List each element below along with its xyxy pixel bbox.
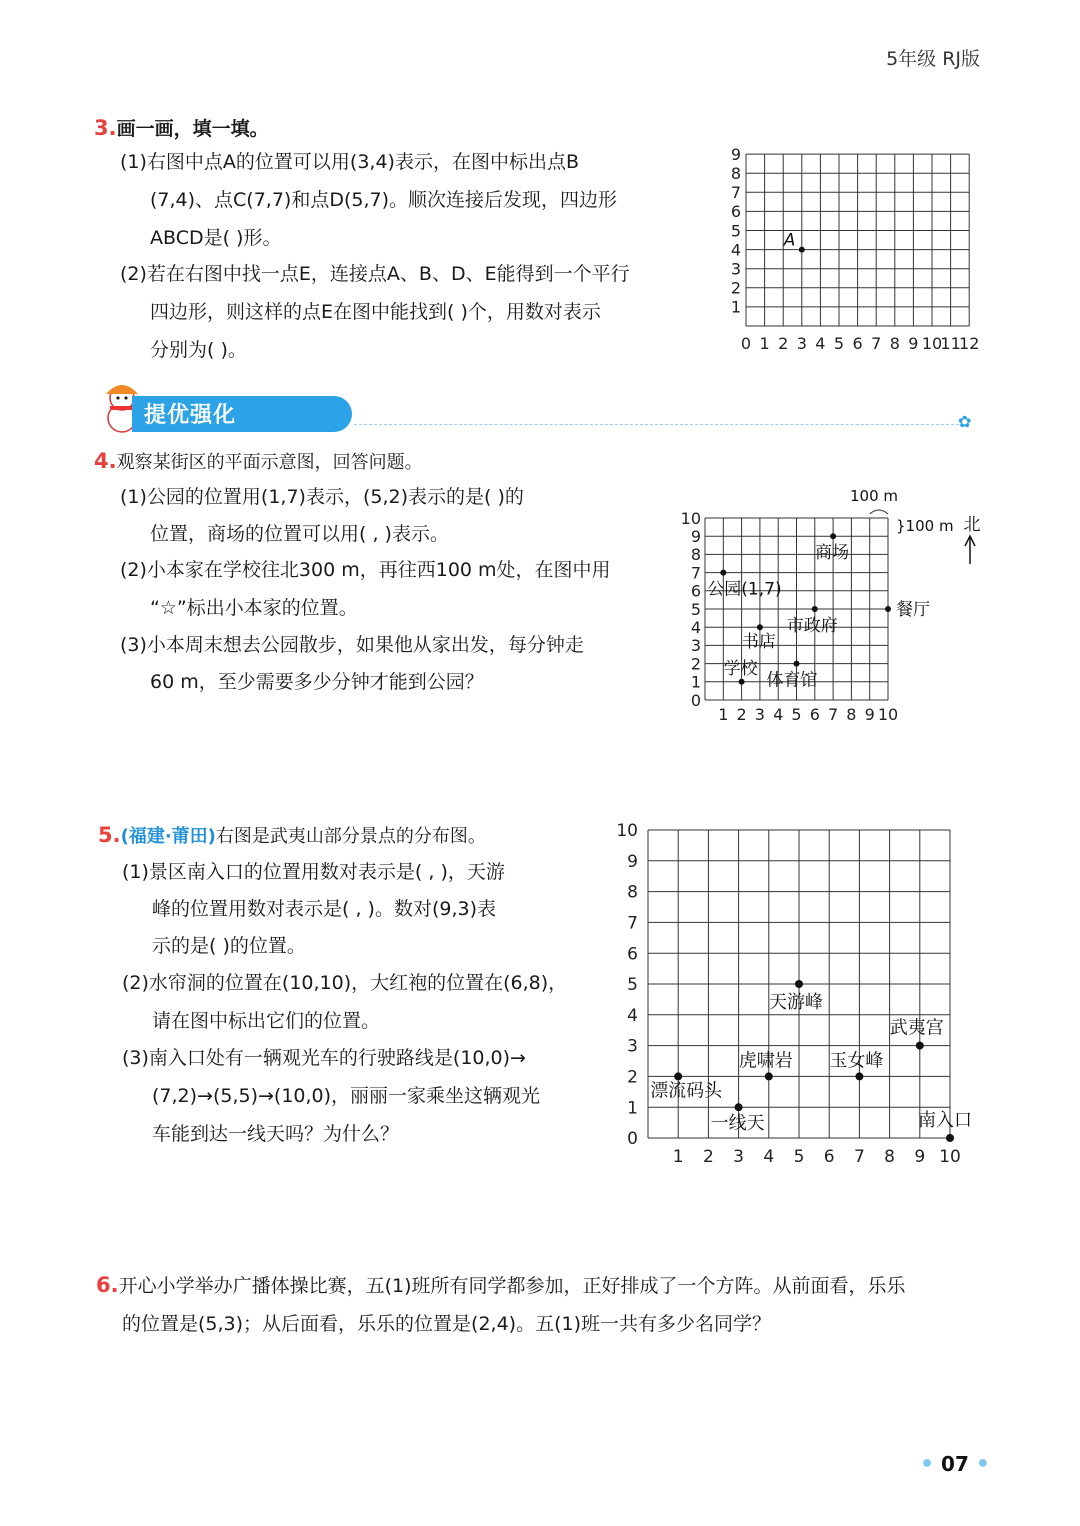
x-tick-label: 3 <box>733 1147 745 1167</box>
q5-line-4: (2)水帘洞的位置在(10,10)，大红袍的位置在(6,8)， <box>122 972 568 994</box>
point-marker <box>795 980 803 988</box>
banner-divider <box>354 424 959 425</box>
point-label: 公园(1,7) <box>707 579 782 600</box>
x-tick-label: 1 <box>718 705 729 724</box>
north-label: 北 <box>963 515 981 535</box>
point-marker <box>735 1103 743 1111</box>
point-label: 餐厅 <box>896 600 930 620</box>
q3-grid-chart <box>722 146 992 360</box>
x-tick-label: 9 <box>914 1147 926 1167</box>
point-marker <box>916 1042 924 1050</box>
x-tick-label: 8 <box>846 705 857 724</box>
q5-line-1: (1)景区南入口的位置用数对表示是( , )，天游 <box>122 861 505 883</box>
y-tick-label: 5 <box>627 975 638 996</box>
point-marker <box>739 679 745 685</box>
dot-icon: • <box>920 1452 935 1477</box>
q5-line-8: 车能到达一线天吗？为什么？ <box>152 1123 400 1145</box>
x-tick-label: 7 <box>871 334 882 353</box>
y-tick-label: 8 <box>690 545 701 565</box>
q6-number: 6. <box>96 1273 119 1297</box>
point-marker <box>720 570 726 576</box>
x-tick-label: 8 <box>884 1147 896 1167</box>
y-tick-label: 8 <box>627 882 638 903</box>
q3-title: 画一画，填一填。 <box>116 118 269 140</box>
point-label: 一线天 <box>710 1113 765 1135</box>
y-tick-label: 4 <box>690 617 701 637</box>
x-tick-label: 3 <box>754 705 765 724</box>
x-tick-label: 11 <box>940 334 961 353</box>
point-label: 书店 <box>741 632 776 653</box>
y-tick-label: 0 <box>690 690 701 710</box>
point-marker <box>794 661 800 667</box>
x-tick-label: 0 <box>740 334 752 353</box>
q5-title: 右图是武夷山部分景点的分布图。 <box>215 826 486 847</box>
x-tick-label: 6 <box>852 334 863 353</box>
q4-line-2: 位置，商场的位置可以用( , )表示。 <box>150 523 449 545</box>
x-tick-label: 5 <box>833 334 845 353</box>
y-tick-label: 10 <box>616 821 638 842</box>
point-label: 市政府 <box>786 616 838 636</box>
y-tick-label: 6 <box>627 944 638 965</box>
point-marker <box>799 247 805 253</box>
q5-line-3: 示的是( )的位置。 <box>152 935 306 957</box>
q3-line-5: 四边形，则这样的点E在图中能找到( )个，用数对表示 <box>150 301 601 323</box>
q3-line-3: ABCD是( )形。 <box>150 227 282 249</box>
x-tick-label: 10 <box>921 334 943 353</box>
scale-top-brace <box>870 510 888 514</box>
y-tick-label: 6 <box>730 202 741 222</box>
y-tick-label: 7 <box>690 563 701 583</box>
banner-title: 提优强化 <box>144 403 237 428</box>
point-label: 武夷宫 <box>889 1017 944 1039</box>
q4-line-3: (2)小本家在学校往北300 m，再往西100 m处，在图中用 <box>120 559 611 581</box>
x-tick-label: 6 <box>823 1147 835 1167</box>
q5-line-6: (3)南入口处有一辆观光车的行驶路线是(10,0)→ <box>122 1047 526 1069</box>
y-tick-label: 7 <box>730 183 741 203</box>
point-marker <box>830 533 836 539</box>
scale-side-label: }100 m <box>896 517 954 535</box>
y-tick-label: 3 <box>730 259 741 279</box>
x-tick-label: 12 <box>959 334 980 353</box>
q3-line-2: (7,4)、点C(7,7)和点D(5,7)。顺次连接后发现，四边形 <box>150 189 618 211</box>
q5-number: 5. <box>98 823 121 847</box>
y-tick-label: 9 <box>627 851 638 872</box>
y-tick-label: 3 <box>627 1036 638 1057</box>
y-tick-label: 8 <box>730 163 741 183</box>
x-tick-label: 6 <box>809 705 820 724</box>
q3-line-6: 分别为( )。 <box>150 339 247 361</box>
y-tick-label: 7 <box>627 913 638 934</box>
q3-heading <box>94 114 269 141</box>
point-marker <box>757 624 763 630</box>
x-tick-label: 9 <box>864 705 875 724</box>
y-tick-label: 5 <box>730 221 741 241</box>
x-tick-label: 1 <box>759 334 770 353</box>
y-tick-label: 1 <box>627 1098 638 1119</box>
x-tick-label: 4 <box>763 1147 775 1167</box>
flower-icon: ✿ <box>958 412 972 431</box>
q4-line-4: “☆”标出小本家的位置。 <box>150 597 358 619</box>
y-tick-label: 9 <box>730 146 741 164</box>
point-label: 天游峰 <box>769 992 823 1013</box>
point-marker <box>855 1072 863 1080</box>
y-tick-label: 4 <box>627 1005 638 1026</box>
y-tick-label: 5 <box>690 599 701 619</box>
q6-line-1 <box>96 1273 906 1298</box>
point-label: 南入口 <box>918 1110 972 1131</box>
y-tick-label: 3 <box>690 636 701 656</box>
q5-line-5: 请在图中标出它们的位置。 <box>152 1010 381 1032</box>
page-number-text: 07 <box>941 1452 969 1476</box>
y-tick-label: 1 <box>690 672 701 692</box>
q6-text-1: 开心小学举办广播体操比赛，五(1)班所有同学都参加，正好排成了一个方阵。从前面看，乐乐 <box>118 1275 906 1297</box>
grade-label: 5年级 RJ版 <box>886 48 980 70</box>
y-tick-label: 0 <box>627 1129 638 1150</box>
x-tick-label: 10 <box>877 705 899 724</box>
y-tick-label: 2 <box>730 278 741 298</box>
x-tick-label: 2 <box>702 1147 714 1167</box>
x-tick-label: 3 <box>796 334 807 353</box>
q5-scenic-map <box>610 814 990 1174</box>
y-tick-label: 9 <box>690 526 701 546</box>
point-label: 漂流码头 <box>650 1080 723 1102</box>
q4-title: 观察某街区的平面示意图，回答问题。 <box>116 452 423 473</box>
dot-icon: • <box>975 1452 990 1477</box>
x-tick-label: 10 <box>939 1147 961 1167</box>
x-tick-label: 4 <box>815 334 826 353</box>
x-tick-label: 2 <box>736 705 747 724</box>
x-tick-label: 5 <box>793 1147 805 1167</box>
q5-line-2: 峰的位置用数对表示是( , )。数对(9,3)表 <box>152 898 496 920</box>
q3-number: 3. <box>94 116 117 140</box>
q5-line-7: (7,2)→(5,5)→(10,0)，丽丽一家乘坐这辆观光 <box>152 1085 541 1107</box>
point-marker <box>946 1134 954 1142</box>
y-tick-label: 6 <box>690 581 701 601</box>
y-tick-label: 2 <box>690 654 701 674</box>
point-label: 商场 <box>815 543 850 564</box>
x-tick-label: 7 <box>828 705 839 724</box>
q6-line-2: 的位置是(5,3)；从后面看，乐乐的位置是(2,4)。五(1)班一共有多少名同学？ <box>122 1313 771 1335</box>
q4-number: 4. <box>94 449 117 473</box>
section-banner <box>92 376 982 436</box>
point-label: 体育馆 <box>766 670 818 691</box>
point-label: 虎啸岩 <box>738 1050 793 1072</box>
x-tick-label: 7 <box>853 1147 865 1167</box>
x-tick-label: 8 <box>889 334 900 353</box>
q4-street-map <box>676 484 988 728</box>
x-tick-label: 2 <box>778 334 789 353</box>
x-tick-label: 9 <box>908 334 919 353</box>
y-tick-label: 2 <box>627 1067 638 1088</box>
q4-heading <box>94 448 423 474</box>
point-marker <box>674 1072 682 1080</box>
q4-line-1: (1)公园的位置用(1,7)表示，(5,2)表示的是( )的 <box>120 486 524 508</box>
q4-line-5: (3)小本周末想去公园散步，如果他从家出发，每分钟走 <box>120 634 584 656</box>
q5-heading <box>98 822 486 848</box>
x-tick-label: 5 <box>791 705 802 724</box>
point-label: 学校 <box>723 658 758 679</box>
scale-top-label: 100 m <box>849 487 898 505</box>
q3-line-4: (2)若在右图中找一点E，连接点A、B、D、E能得到一个平行 <box>120 263 630 285</box>
x-tick-label: 1 <box>672 1147 684 1167</box>
point-marker <box>812 606 818 612</box>
page-number <box>920 1452 990 1477</box>
point-marker <box>765 1072 773 1080</box>
y-tick-label: 10 <box>680 508 701 528</box>
point-label: A <box>783 230 796 251</box>
q5-source: (福建·莆田) <box>120 826 216 847</box>
point-marker <box>885 606 891 612</box>
q3-line-1: (1)右图中点A的位置可以用(3,4)表示，在图中标出点B <box>120 151 579 173</box>
x-tick-label: 4 <box>773 705 784 724</box>
y-tick-label: 1 <box>730 297 741 317</box>
q4-line-6: 60 m，至少需要多少分钟才能到公园？ <box>150 671 484 693</box>
y-tick-label: 4 <box>730 240 741 260</box>
point-label: 玉女峰 <box>829 1050 884 1072</box>
